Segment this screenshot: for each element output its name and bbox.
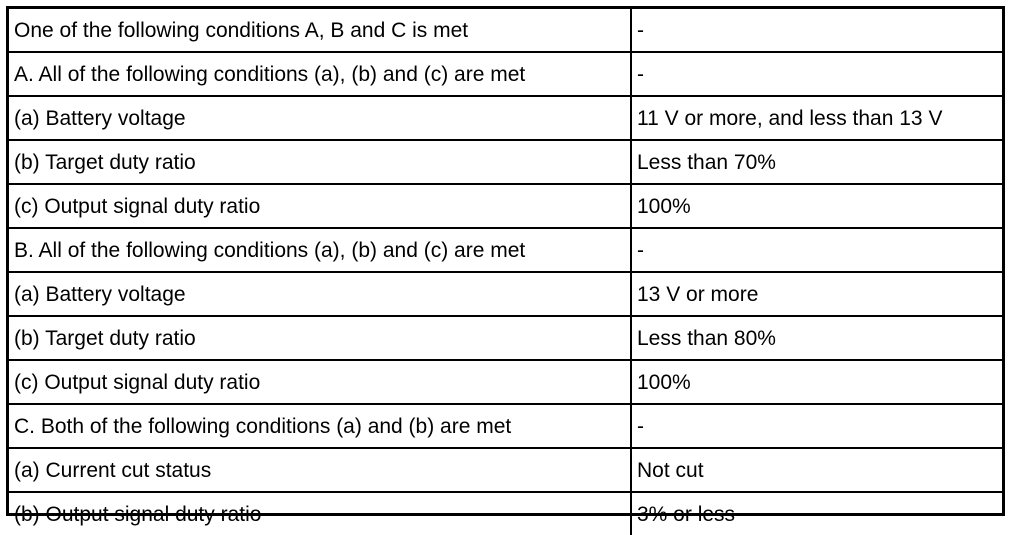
condition-cell: One of the following conditions A, B and C is met <box>9 9 631 52</box>
value-cell: 100% <box>631 184 1002 228</box>
table-row <box>9 96 1002 140</box>
condition-cell: B. All of the following conditions (a), (b) and (c) are met <box>9 228 631 272</box>
table-row <box>9 448 1002 492</box>
condition-cell: (b) Output signal duty ratio <box>9 492 631 535</box>
table-row <box>9 9 1002 52</box>
value-cell: - <box>631 228 1002 272</box>
table-row <box>9 492 1002 535</box>
value-cell: 100% <box>631 360 1002 404</box>
condition-cell: (b) Target duty ratio <box>9 316 631 360</box>
condition-cell: (c) Output signal duty ratio <box>9 184 631 228</box>
conditions-table <box>6 6 1005 526</box>
value-cell: - <box>631 52 1002 96</box>
table-row <box>9 404 1002 448</box>
condition-cell: (b) Target duty ratio <box>9 140 631 184</box>
table-row <box>9 272 1002 316</box>
condition-cell: (a) Battery voltage <box>9 96 631 140</box>
value-cell: Less than 80% <box>631 316 1002 360</box>
conditions-grid <box>9 9 1002 535</box>
table-row <box>9 52 1002 96</box>
table-row <box>9 316 1002 360</box>
value-cell: Not cut <box>631 448 1002 492</box>
table-row <box>9 184 1002 228</box>
value-cell: 11 V or more, and less than 13 V <box>631 96 1002 140</box>
condition-cell: C. Both of the following conditions (a) and (b) are met <box>9 404 631 448</box>
value-cell: 13 V or more <box>631 272 1002 316</box>
table-row <box>9 140 1002 184</box>
condition-cell: (c) Output signal duty ratio <box>9 360 631 404</box>
value-cell: Less than 70% <box>631 140 1002 184</box>
condition-cell: A. All of the following conditions (a), (b) and (c) are met <box>9 52 631 96</box>
value-cell: 3% or less <box>631 492 1002 535</box>
value-cell: - <box>631 404 1002 448</box>
condition-cell: (a) Current cut status <box>9 448 631 492</box>
table-row <box>9 360 1002 404</box>
value-cell: - <box>631 9 1002 52</box>
condition-cell: (a) Battery voltage <box>9 272 631 316</box>
table-row <box>9 228 1002 272</box>
